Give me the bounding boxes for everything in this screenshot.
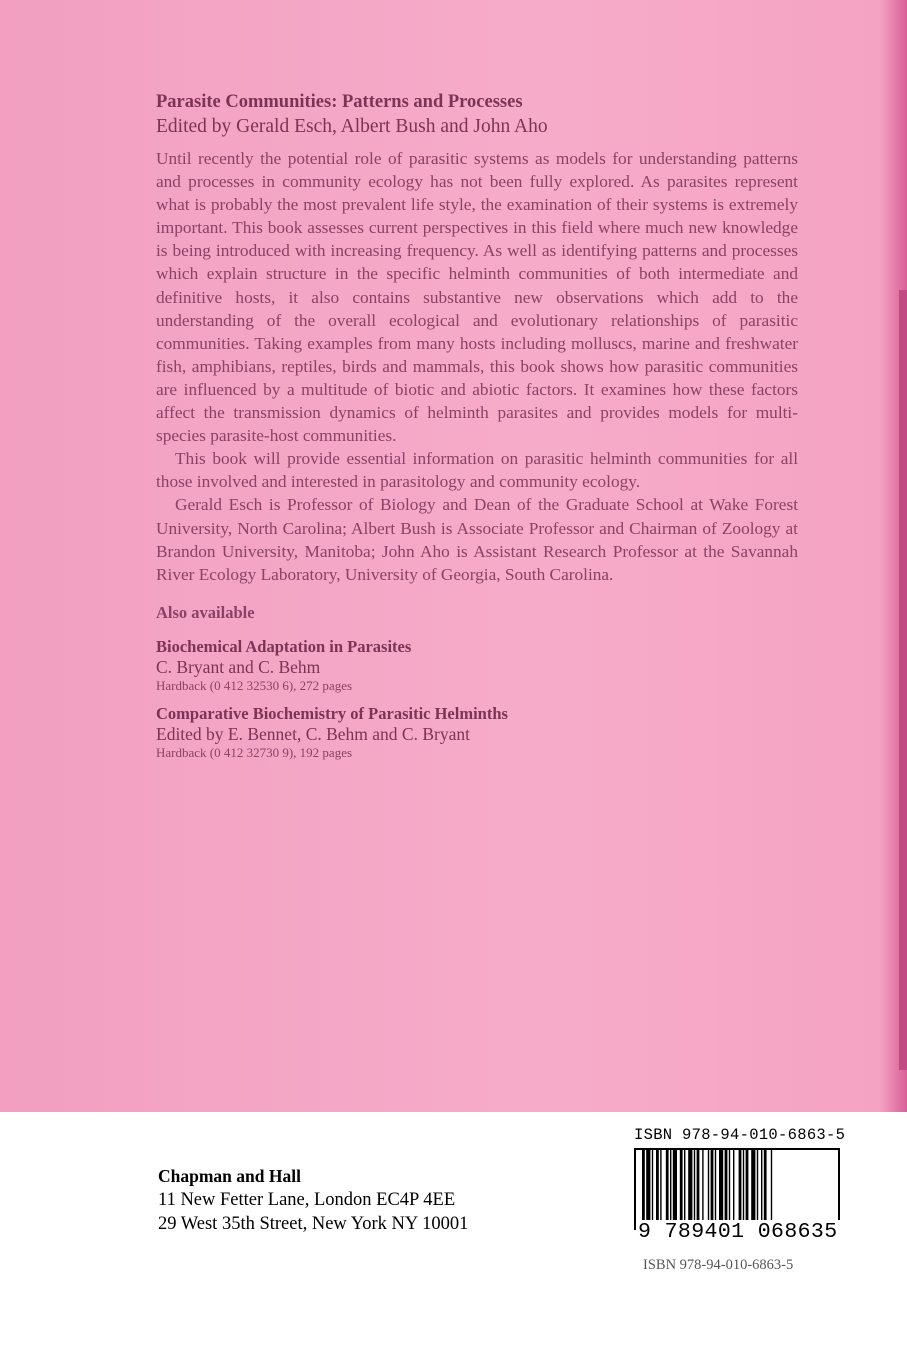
barcode-bars: [642, 1150, 834, 1222]
barcode-bar: [715, 1150, 716, 1222]
barcode-bar: [673, 1150, 677, 1222]
barcode-bar: [729, 1150, 730, 1222]
barcode-bar: [739, 1150, 742, 1222]
barcode-bar: [688, 1150, 692, 1222]
barcode-bar: [656, 1150, 659, 1222]
also-available-section: [156, 602, 798, 761]
barcode-bar: [771, 1150, 772, 1222]
related-book-meta: Hardback (0 412 32730 9), 192 pages: [156, 744, 353, 760]
publisher-address-new-york: 29 West 35th Street, New York NY 10001: [158, 1214, 469, 1234]
publisher-name: Chapman and Hall: [158, 1166, 301, 1186]
blurb-paragraph-2: This book will provide essential information on parasitic helminth communities for all those involved and interested in parasitology and community ecology.: [156, 449, 798, 492]
blurb-paragraph-3: Gerald Esch is Professor of Biology and Dean of the Graduate School at Wake Forest University, North Carolina; Albert Bush is Associate Professor and Chairman of Zoology at Brandon University, Manitoba; John Aho is Assistant Research Professor at the Savannah River Ecology Laboratory, University of Georgia, South Carolina.: [156, 495, 798, 584]
barcode-bar: [660, 1150, 661, 1222]
related-book-title: Comparative Biochemistry of Parasitic Helminths: [156, 703, 508, 723]
also-available-item: [156, 704, 798, 761]
isbn-label-bottom: ISBN 978-94-010-6863-5: [643, 1257, 794, 1273]
barcode-bar: [711, 1150, 714, 1222]
barcode-bar: [697, 1150, 700, 1222]
barcode-bar: [751, 1150, 755, 1222]
also-available-item: [156, 637, 798, 694]
related-book-authors: C. Bryant and C. Behm: [156, 656, 321, 677]
barcode-bar: [666, 1150, 669, 1222]
barcode-digits: 9 789401 068635: [636, 1220, 844, 1244]
barcode-bar: [708, 1150, 709, 1222]
back-cover-content: [156, 90, 798, 771]
book-title: Parasite Communities: Patterns and Processes: [156, 92, 523, 112]
barcode-bar: [743, 1150, 744, 1222]
barcode-bar: [764, 1150, 767, 1222]
related-book-title: Biochemical Adaptation in Parasites: [156, 636, 412, 656]
barcode-bar: [670, 1150, 671, 1222]
barcode-bar: [642, 1150, 645, 1222]
spine-edge-strip: [899, 290, 907, 1070]
barcode-bar: [680, 1150, 683, 1222]
barcode-bar: [719, 1150, 723, 1222]
footer-panel: [0, 1112, 907, 1360]
barcode-bar: [702, 1150, 703, 1222]
barcode-bar: [733, 1150, 734, 1222]
related-book-meta: Hardback (0 412 32530 6), 272 pages: [156, 677, 353, 693]
blurb-paragraph-1: Until recently the potential role of parasitic systems as models for understanding patterns and processes in community ecology has not been fully explored. As parasites represent what is probably the most prevalent life style, the examination of their systems is extremely important. This book assesses current perspectives in this field where much new knowledge is being introduced with increasing frequency. As well as identifying patterns and processes which explain structure in the specific helminth communities of both intermediate and definitive hosts, it also contains substantive new observations which add to the understanding of the overall ecological and evolutionary relationships of parasitic communities. Taking examples from many hosts including molluscs, marine and freshwater fish, amphibians, reptiles, birds and mammals, this book shows how parasitic communities are influenced by a multitude of biotic and abiotic factors. It examines how these factors affect the transmission dynamics of helminth parasites and provides models for multi-species parasite-host communities.: [156, 149, 798, 446]
barcode-bar: [746, 1150, 749, 1222]
barcode-bar: [652, 1150, 653, 1222]
barcode-bar: [761, 1150, 762, 1222]
publisher-address-london: 11 New Fetter Lane, London EC4P 4EE: [158, 1190, 456, 1210]
related-book-authors: Edited by E. Bennet, C. Behm and C. Bryant: [156, 723, 470, 744]
book-editors: Edited by Gerald Esch, Albert Bush and John Aho: [156, 116, 548, 137]
barcode-bar: [757, 1150, 758, 1222]
publisher-block: [158, 1164, 468, 1236]
barcode-bar: [684, 1150, 685, 1222]
barcode-bar: [725, 1150, 728, 1222]
isbn-label-top: ISBN 978-94-010-6863-5: [634, 1126, 846, 1144]
barcode-bar: [694, 1150, 695, 1222]
barcode-bar: [646, 1150, 650, 1222]
also-available-heading: Also available: [156, 602, 255, 622]
